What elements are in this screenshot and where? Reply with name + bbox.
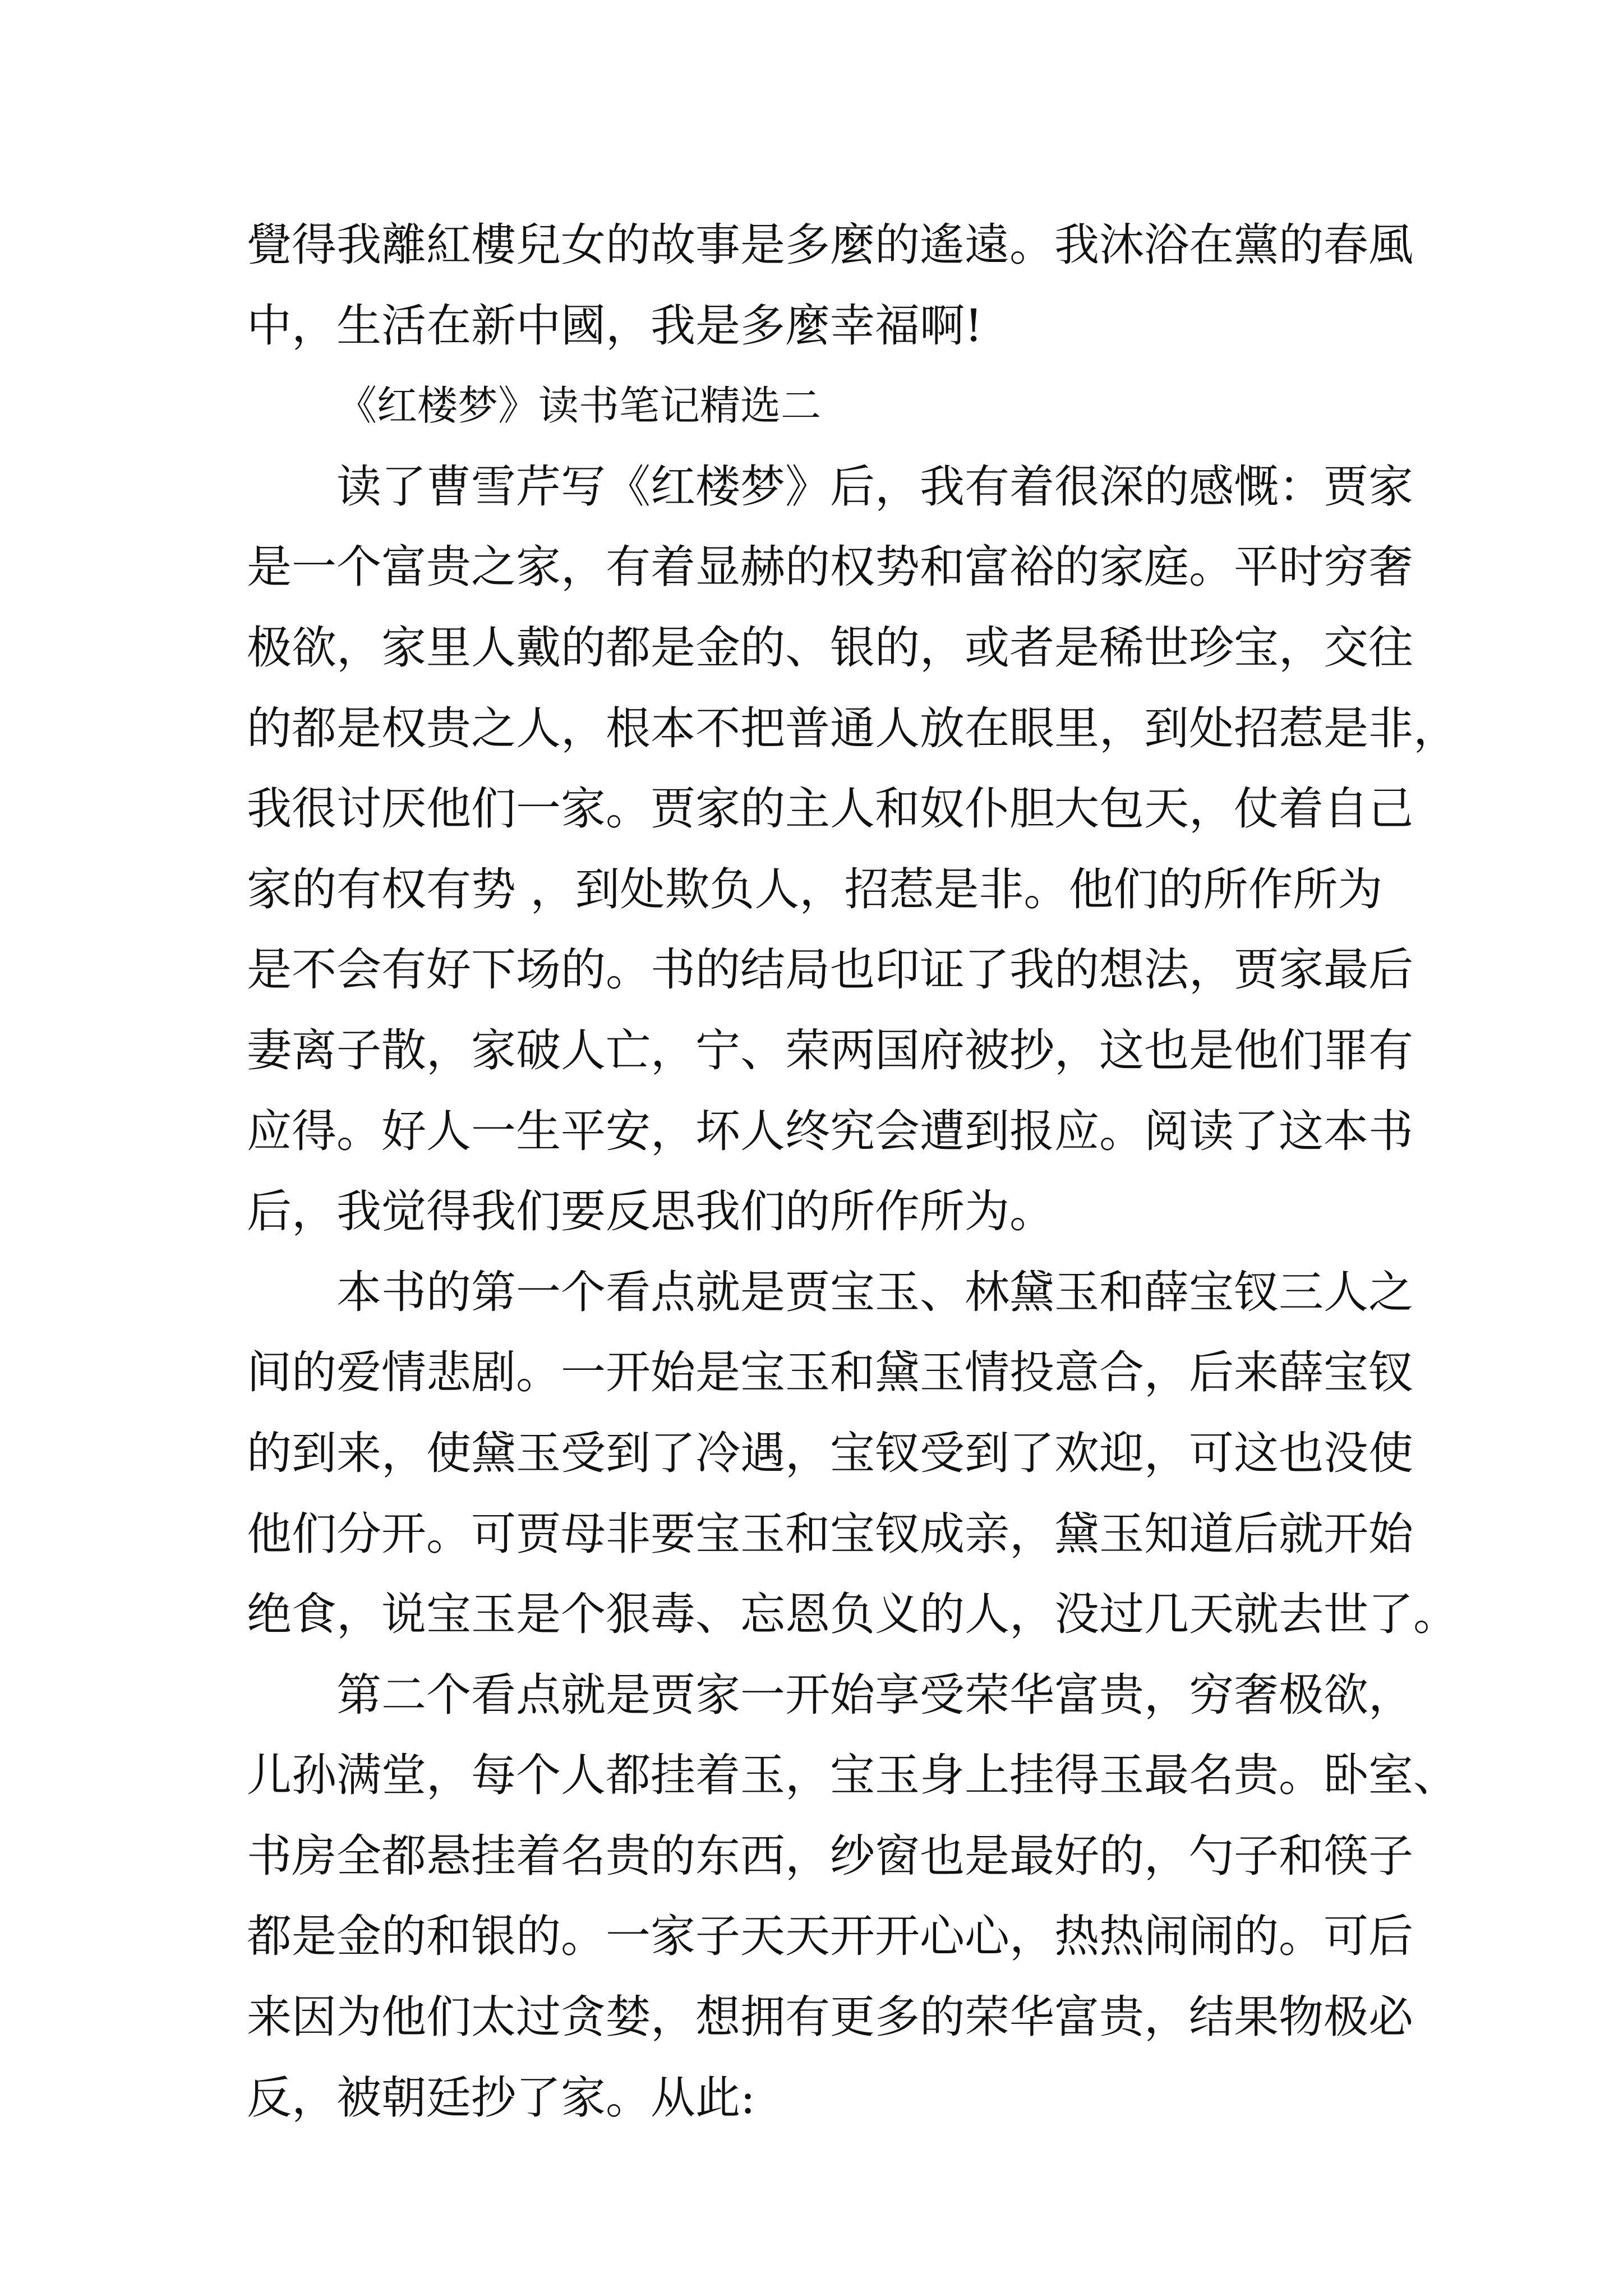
text-line: 读了曹雪芹写《红楼梦》后，我有着很深的感慨：贾家: [336, 460, 1413, 513]
text-line: 极欲，家里人戴的都是金的、银的，或者是稀世珍宝，交往: [247, 621, 1413, 674]
text-line: 儿孙满堂，每个人都挂着玉，宝玉身上挂得玉最名贵。卧室、: [247, 1749, 1458, 1802]
section-heading: 《红楼梦》读书笔记精选二: [336, 382, 822, 430]
text-line: 中，生活在新中國，我是多麼幸福啊!: [247, 299, 983, 352]
text-line: 反，被朝廷抄了家。从此:: [247, 2071, 755, 2124]
text-line: 我很讨厌他们一家。贾家的主人和奴仆胆大包天，仗着自己: [247, 783, 1413, 835]
text-line: 妻离子散，家破人亡，宁、荣两国府被抄，这也是他们罪有: [247, 1024, 1413, 1076]
body-text: [247, 205, 1458, 2138]
text-line: 来因为他们太过贪婪，想拥有更多的荣华富贵，结果物极必: [247, 1991, 1413, 2044]
text-line: 第二个看点就是贾家一开始享受荣华富贵，穷奢极欲，: [336, 1668, 1413, 1721]
text-line: 家的有权有势 ，到处欺负人，招惹是非。他们的所作所为: [247, 863, 1383, 915]
text-line: 书房全都悬挂着名贵的东西，纱窗也是最好的，勺子和筷子: [247, 1829, 1413, 1882]
text-line: 是一个富贵之家，有着显赫的权势和富裕的家庭。平时穷奢: [247, 541, 1413, 593]
text-line: 的都是权贵之人，根本不把普通人放在眼里，到处招惹是非，: [247, 702, 1458, 754]
text-line: 覺得我離紅樓兒女的故事是多麼的遙遠。我沐浴在黨的春風: [247, 219, 1413, 271]
text-line: 的到来，使黛玉受到了冷遇，宝钗受到了欢迎，可这也没使: [247, 1427, 1413, 1479]
text-line: 他们分开。可贾母非要宝玉和宝钗成亲，黛玉知道后就开始: [247, 1507, 1413, 1560]
text-line: 间的爱情悲剧。一开始是宝玉和黛玉情投意合，后来薛宝钗: [247, 1346, 1413, 1399]
text-line: 应得。好人一生平安，坏人终究会遭到报应。阅读了这本书: [247, 1105, 1413, 1157]
text-line: 后，我觉得我们要反思我们的所作所为。: [247, 1185, 1054, 1238]
text-line: 绝食，说宝玉是个狠毒、忘恩负义的人，没过几天就去世了。: [247, 1588, 1458, 1641]
text-line: 是不会有好下场的。书的结局也印证了我的想法，贾家最后: [247, 944, 1413, 996]
text-line: 本书的第一个看点就是贾宝玉、林黛玉和薛宝钗三人之: [336, 1266, 1413, 1318]
text-line: 都是金的和银的。一家子天天开开心心，热热闹闹的。可后: [247, 1910, 1413, 1963]
